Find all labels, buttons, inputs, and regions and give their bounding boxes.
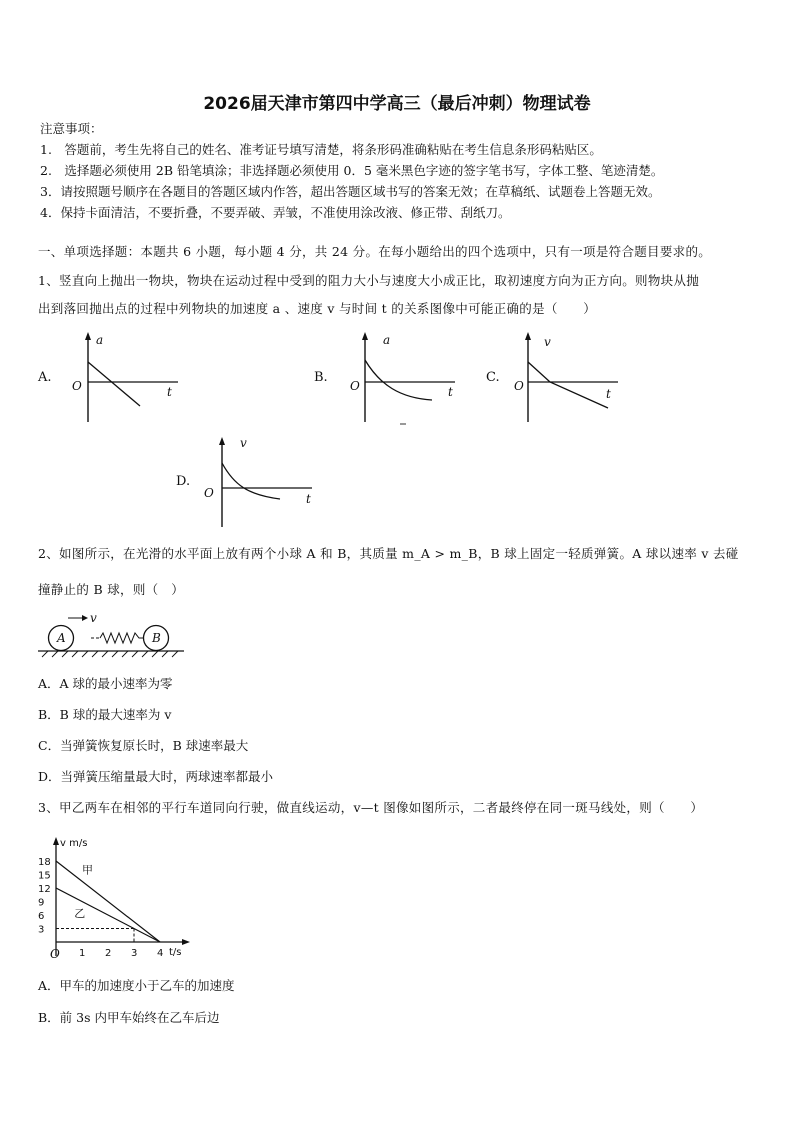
y-axis-label: a xyxy=(96,333,104,347)
q1-option-d-label: D. xyxy=(176,474,191,489)
x-tick-label: 1 xyxy=(79,948,86,959)
series-line xyxy=(56,861,160,942)
question-2-line-2: 撞静止的 B 球，则（ ） xyxy=(38,582,185,597)
q1-option-c-label: C. xyxy=(486,370,500,385)
notice-item: 4．保持卡面清洁，不要折叠，不要弄破、弄皱，不准使用涂改液、修正带、刮纸刀。 xyxy=(40,205,511,220)
origin-label: O xyxy=(350,379,360,393)
q2-option-a: A．A 球的最小速率为零 xyxy=(38,676,173,691)
page-title: 2026届天津市第四中学高三（最后冲刺）物理试卷 xyxy=(203,94,591,114)
q2-option-d: D．当弹簧压缩量最大时，两球速率都最小 xyxy=(38,769,274,784)
y-tick-label: 12 xyxy=(38,884,51,895)
x-tick-label: 4 xyxy=(157,948,164,959)
question-2-line-1: 2、如图所示，在光滑的水平面上放有两个小球 A 和 B，其质量 m_A > m_B，B 球上固定一轻质弹簧。A 球以速率 v 去碰 xyxy=(38,546,739,561)
y-tick-label: 6 xyxy=(38,911,45,922)
q1-option-b-label: B. xyxy=(314,370,328,385)
y-axis-label: v xyxy=(544,335,551,349)
origin-label: O xyxy=(72,379,82,393)
q2-option-c: C．当弹簧恢复原长时，B 球速率最大 xyxy=(38,738,249,753)
series-line xyxy=(56,888,160,942)
q3-vt-graph xyxy=(36,834,196,964)
y-axis-label: a xyxy=(383,333,391,347)
q2-option-b: B．B 球的最大速率为 v xyxy=(38,707,172,722)
question-3-line-1: 3、甲乙两车在相邻的平行车道同向行驶，做直线运动，v—t 图像如图所示，二者最终停在同一斑马线处，则（ ） xyxy=(38,800,704,815)
notice-item: 2. 选择题必须使用 2B 铅笔填涂；非选择题必须使用 0．5 毫米黑色字迹的签字笔书写，字体工整、笔迹清楚。 xyxy=(40,163,664,178)
q3-option-a: A．甲车的加速度小于乙车的加速度 xyxy=(38,978,235,993)
y-tick-label: 18 xyxy=(38,857,51,868)
question-1-line-2: 出到落回抛出点的过程中列物块的加速度 a 、速度 v 与时间 t 的关系图像中可能正确的是（ ） xyxy=(38,301,597,316)
y-axis-label: v xyxy=(240,436,247,450)
x-axis-label: t/s xyxy=(169,947,182,958)
q3-option-b: B．前 3s 内甲车始终在乙车后边 xyxy=(38,1010,220,1025)
x-axis-label: t xyxy=(448,385,453,399)
q1-option-b-graph xyxy=(340,330,470,430)
q2-collision-figure xyxy=(38,613,188,663)
x-axis-label: t xyxy=(606,387,611,401)
origin-label: O xyxy=(204,486,214,500)
x-axis-label: t xyxy=(306,492,311,506)
x-tick-label: 3 xyxy=(131,948,138,959)
section-heading: 一、单项选择题：本题共 6 小题，每小题 4 分，共 24 分。在每小题给出的四个选项中，只有一项是符合题目要求的。 xyxy=(38,244,712,259)
origin-label: O xyxy=(50,947,60,961)
ball-b-label: B xyxy=(152,631,161,645)
series-label: 乙 xyxy=(74,907,86,920)
y-axis-label: v m/s xyxy=(60,838,88,849)
q1-option-c-graph xyxy=(508,330,628,425)
notice-item: 1. 答题前，考生先将自己的姓名、准考证号填写清楚，将条形码准确粘贴在考生信息条形码粘贴区。 xyxy=(40,142,602,157)
x-axis-label: t xyxy=(167,385,172,399)
y-tick-label: 3 xyxy=(38,924,45,936)
ball-a-label: A xyxy=(57,631,66,645)
q1-option-a-graph xyxy=(60,330,190,425)
q1-option-a-label: A. xyxy=(38,370,52,385)
q1-option-d-graph xyxy=(200,435,320,530)
series-label: 甲 xyxy=(82,863,93,877)
question-1-line-1: 1、竖直向上抛出一物块，物块在运动过程中受到的阻力大小与速度大小成正比，取初速度方向为正方向。则物块从抛 xyxy=(38,273,700,288)
origin-label: O xyxy=(514,379,524,393)
notice-item: 3．请按照题号顺序在各题目的答题区域内作答，超出答题区域书写的答案无效；在草稿纸、试题卷上答题无效。 xyxy=(40,184,661,199)
x-tick-label: 2 xyxy=(105,948,112,959)
y-tick-label: 9 xyxy=(38,897,45,909)
y-tick-label: 15 xyxy=(38,870,51,882)
notice-heading: 注意事项： xyxy=(40,121,103,136)
velocity-label: v xyxy=(90,613,97,625)
